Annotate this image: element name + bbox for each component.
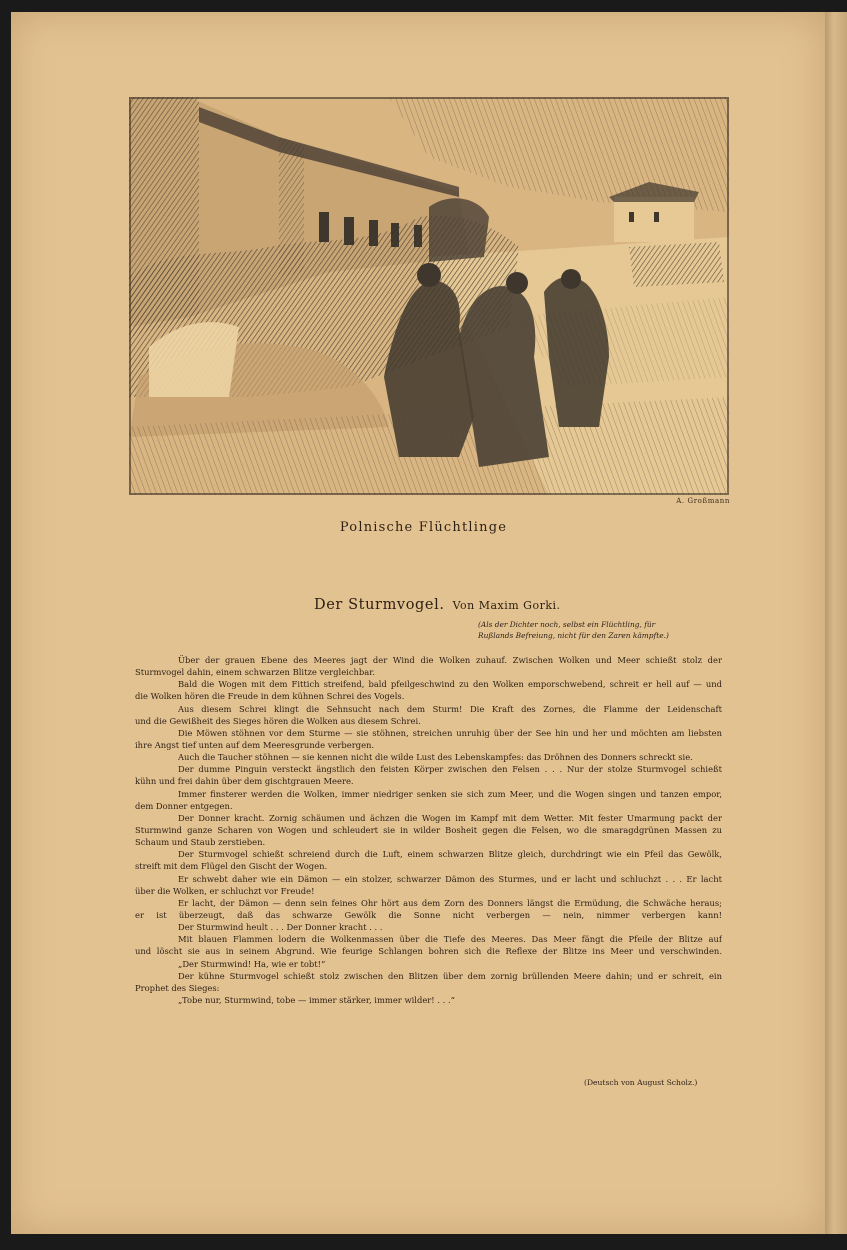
author-note-line: (Als der Dichter noch, selbst ein Flüchtling, für — [478, 620, 656, 629]
text-line: Sturmvogel dahin, einem schwarzen Blitze vergleichbar. — [135, 667, 376, 678]
text-line: Auch die Taucher stöhnen — sie kennen nicht die wilde Lust des Lebenskampfes: das Dröhnen des Donners schreckt sie. — [178, 752, 693, 763]
text-line: Der Donner kracht. Zornig schäumen und ächzen die Wogen im Kampf mit dem Wetter. Mit fester Umarmung packt der — [178, 812, 722, 823]
artist-signature: A. Großmann — [676, 497, 730, 505]
page-fold-edge — [825, 12, 847, 1234]
article-body — [135, 654, 722, 1006]
article-title: Der Sturmvogel. — [314, 597, 445, 613]
author-note-line: Rußlands Befreiung, nicht für den Zaren kämpfte.) — [478, 630, 669, 640]
text-line: Prophet des Sieges: — [135, 982, 220, 993]
text-line: Der Sturmvogel schießt schreiend durch die Luft, einem schwarzen Blitze gleich, durchdringt wie ein Pfeil das Gewölk, — [178, 849, 722, 860]
text-line: Über der grauen Ebene des Meeres jagt der Wind die Wolken zuhauf. Zwischen Wolken und Meer schießt stolz der — [178, 655, 722, 665]
text-line: Immer finsterer werden die Wolken, immer niedriger senken sie sich zum Meer, und die Wogen singen und tanzen empor, — [178, 788, 722, 799]
text-line: Bald die Wogen mit dem Fittich streifend, bald pfeilgeschwind zu den Wolken emporschwebend, schreit er hell auf — und — [178, 679, 722, 690]
text-line: „Tobe nur, Sturmwind, tobe — immer stärker, immer wilder! . . .“ — [178, 994, 455, 1005]
text-line: streift mit dem Flügel den Gischt der Wogen. — [135, 861, 328, 872]
text-line: Er lacht, der Dämon — denn sein feines Ohr hört aus dem Zorn des Donners längst die Ermüdung, die Schwäche heraus; — [178, 897, 722, 908]
illustration-caption: Polnische Flüchtlinge — [339, 520, 508, 535]
text-line: kühn und frei dahin über dem gischtgrauen Meere. — [135, 776, 354, 787]
text-line: Er schwebt daher wie ein Dämon — ein stolzer, schwarzer Dämon des Sturmes, und er lacht und schluchzt . . . Er lacht — [178, 873, 722, 884]
text-line: Mit blauen Flammen lodern die Wolkenmassen über die Tiefe des Meeres. Das Meer fängt die Pfeile der Blitze auf — [178, 934, 722, 945]
text-line: „Der Sturmwind! Ha, wie er tobt!“ — [178, 958, 326, 969]
text-line: Der dumme Pinguin versteckt ängstlich den feisten Körper zwischen den Felsen . . . Nur der stolze Sturmvogel schießt — [178, 764, 722, 775]
text-line: Sturmwind ganze Scharen von Wogen und schleudert sie in wilder Bosheit gegen die Felsen, wo die smaragdgrünen Massen zu — [135, 824, 722, 835]
text-line: und die Gewißheit des Sieges hören die Wolken aus diesem Schrei. — [135, 715, 421, 726]
text-line: Der Sturmwind heult . . . Der Donner kracht . . . — [178, 922, 383, 933]
text-line: die Wolken hören die Freude in dem kühnen Schrei des Vogels. — [135, 691, 405, 702]
refugees-street-scene — [129, 97, 729, 495]
text-line: er ist überzeugt, daß das schwarze Gewölk die Sonne nicht verbergen — nein, nimmer verbergen kann! — [135, 909, 722, 920]
translator-credit: (Deutsch von August Scholz.) — [584, 1078, 698, 1087]
text-line: ihre Angst tief unten auf dem Meeresgrunde verbergen. — [135, 739, 375, 750]
lithograph-illustration — [129, 97, 729, 495]
author-note — [478, 620, 718, 641]
text-line: Die Möwen stöhnen vor dem Sturme — sie stöhnen, streichen unruhig über der See hin und her und möchten am liebsten — [178, 727, 722, 738]
text-line: dem Donner entgegen. — [135, 800, 233, 811]
text-line: Aus diesem Schrei klingt die Sehnsucht nach dem Sturm! Die Kraft des Zornes, die Flamme der Leidenschaft — [178, 703, 722, 714]
text-line: Schaum und Staub zerstieben. — [135, 837, 266, 848]
text-line: über die Wolken, er schluchzt vor Freude! — [135, 885, 315, 896]
text-line: und löscht sie aus in seinem Abgrund. Wie feurige Schlangen bohren sich die Reflexe der Blitze ins Meer und verschwinden. — [135, 946, 722, 957]
text-line: Der kühne Sturmvogel schießt stolz zwischen den Blitzen über dem zornig brüllenden Meere dahin; und er schreit, ein — [178, 970, 722, 981]
article-headline — [314, 597, 561, 613]
article-byline: Von Maxim Gorki. — [452, 599, 561, 612]
